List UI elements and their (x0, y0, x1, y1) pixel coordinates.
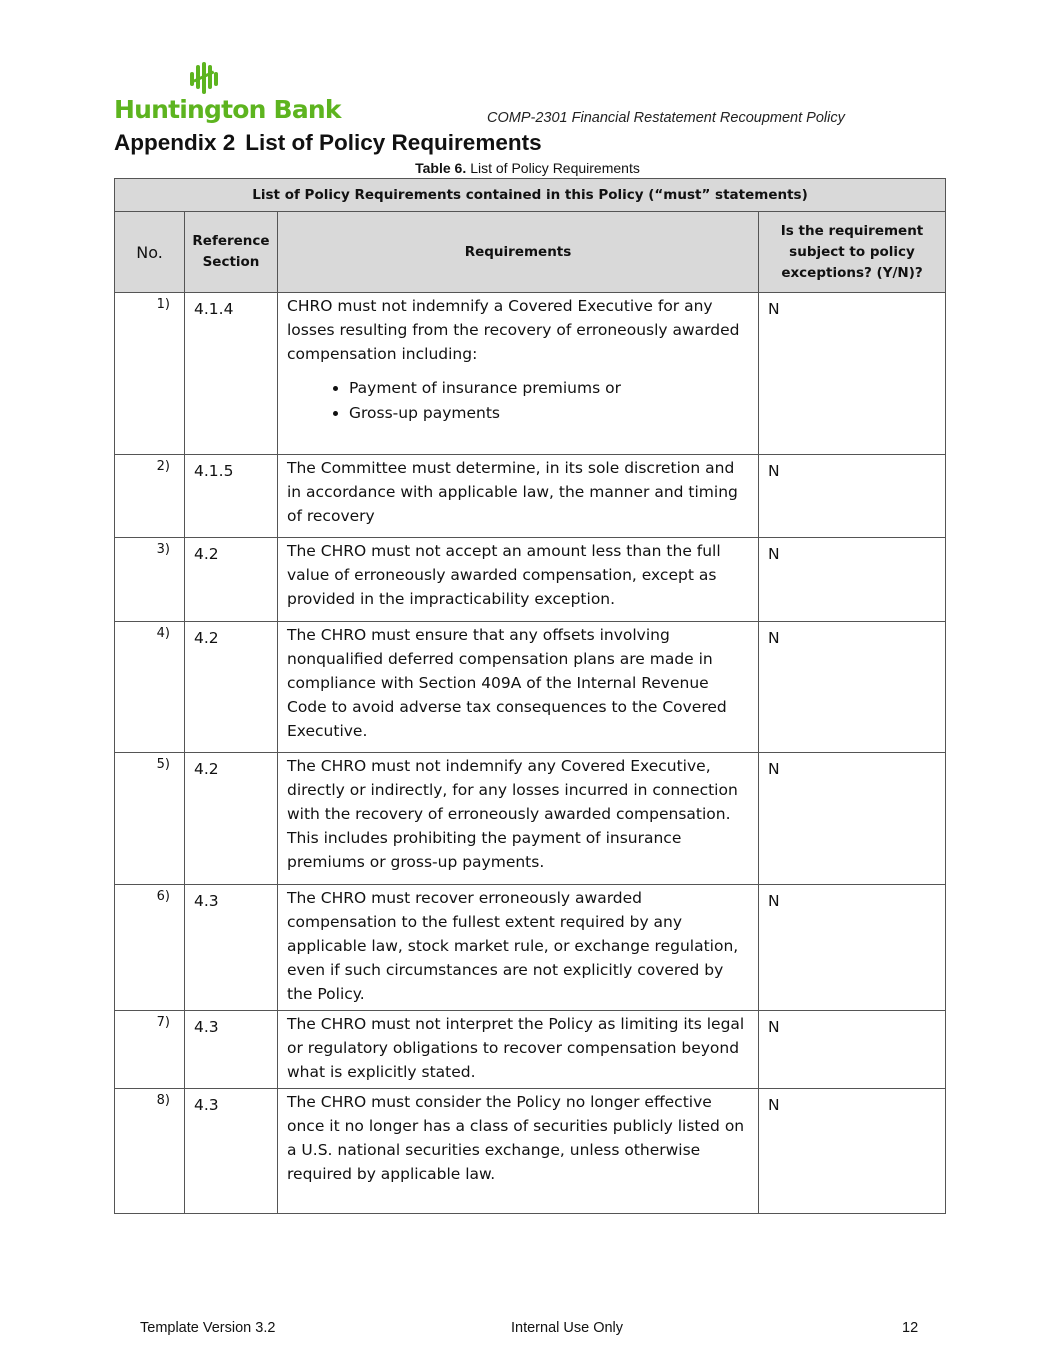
huntington-logo (114, 62, 341, 124)
footer-template-version: Template Version 3.2 (140, 1320, 276, 1336)
row-reference: 4.3 (185, 1011, 278, 1089)
row-requirement: The CHRO must not accept an amount less than the full value of erroneously awarded compensation, except as provided in the impracticability exception. (278, 538, 759, 622)
footer-page-number: 12 (902, 1320, 919, 1336)
row-reference: 4.2 (185, 622, 278, 753)
bullet-item: • Payment of insurance premiums or (349, 376, 750, 401)
caption-label: Table 6. (415, 160, 467, 176)
huntington-emblem-icon (189, 62, 219, 94)
row-requirement: The CHRO must recover erroneously awarded compensation to the fullest extent required by any applicable law, stock market rule, or exchange regulation, even if such circumstances are not explicitly covered by the Policy. (278, 885, 759, 1011)
row-reference: 4.3 (185, 885, 278, 1011)
row-exception: N (759, 1011, 946, 1089)
table-caption (0, 160, 1055, 176)
row-number: 8) (115, 1089, 185, 1214)
row-number: 2) (115, 455, 185, 538)
row-reference: 4.1.4 (185, 293, 278, 455)
col-header-requirements: Requirements (278, 212, 759, 293)
row-requirement (278, 293, 759, 455)
appendix-title: List of Policy Requirements (245, 130, 542, 155)
row-exception: N (759, 1089, 946, 1214)
row-exception: N (759, 622, 946, 753)
row-number: 6) (115, 885, 185, 1011)
table-title: List of Policy Requirements contained in this Policy (“must” statements) (115, 179, 946, 212)
footer-classification: Internal Use Only (511, 1320, 624, 1336)
row-reference: 4.2 (185, 538, 278, 622)
row-reference: 4.3 (185, 1089, 278, 1214)
appendix-heading (114, 130, 542, 156)
row-reference: 4.2 (185, 753, 278, 885)
caption-text: List of Policy Requirements (470, 160, 640, 176)
row-requirement: The CHRO must consider the Policy no longer effective once it no longer has a class of securities publicly listed on a U.S. national securities exchange, unless otherwise required by applicable law. (278, 1089, 759, 1214)
row-requirement: The CHRO must not indemnify any Covered Executive, directly or indirectly, for any losses incurred in connection with the recovery of erroneously awarded compensation. This includes prohibiting the payment of insurance premiums or gross-up payments. (278, 753, 759, 885)
row-number: 4) (115, 622, 185, 753)
col-header-ref: Reference Section (185, 212, 278, 293)
table-row (115, 1089, 946, 1214)
bullet-item: • Gross-up payments (349, 401, 750, 426)
row-reference: 4.1.5 (185, 455, 278, 538)
col-header-exceptions: Is the requirement subject to policy exceptions? (Y/N)? (759, 212, 946, 293)
table-row (115, 753, 946, 885)
row-requirement: The CHRO must ensure that any offsets involving nonqualified deferred compensation plans are made in compliance with Section 409A of the Internal Revenue Code to avoid adverse tax consequences to the Covered Executive. (278, 622, 759, 753)
row-exception: N (759, 538, 946, 622)
table-row (115, 293, 946, 455)
row-number: 5) (115, 753, 185, 885)
row-number: 1) (115, 293, 185, 455)
requirement-bullets (287, 376, 750, 426)
table-row (115, 538, 946, 622)
row-exception: N (759, 293, 946, 455)
row-exception: N (759, 753, 946, 885)
col-header-no: No. (115, 212, 185, 293)
row-exception: N (759, 455, 946, 538)
row-exception: N (759, 885, 946, 1011)
table-row (115, 885, 946, 1011)
row-requirement: The Committee must determine, in its sole discretion and in accordance with applicable law, the manner and timing of recovery (278, 455, 759, 538)
row-requirement: The CHRO must not interpret the Policy as limiting its legal or regulatory obligations to recover compensation beyond what is explicitly stated. (278, 1011, 759, 1089)
table-row (115, 455, 946, 538)
row-number: 7) (115, 1011, 185, 1089)
document-title: COMP-2301 Financial Restatement Recoupment Policy (487, 110, 845, 126)
table-row (115, 622, 946, 753)
row-number: 3) (115, 538, 185, 622)
logo-text: Huntington Bank (114, 95, 341, 124)
requirements-table (114, 178, 946, 1214)
table-row (115, 1011, 946, 1089)
requirement-text: CHRO must not indemnify a Covered Executive for any losses resulting from the recovery of erroneously awarded compensation including: (287, 297, 740, 363)
appendix-number: Appendix 2 (114, 130, 236, 155)
